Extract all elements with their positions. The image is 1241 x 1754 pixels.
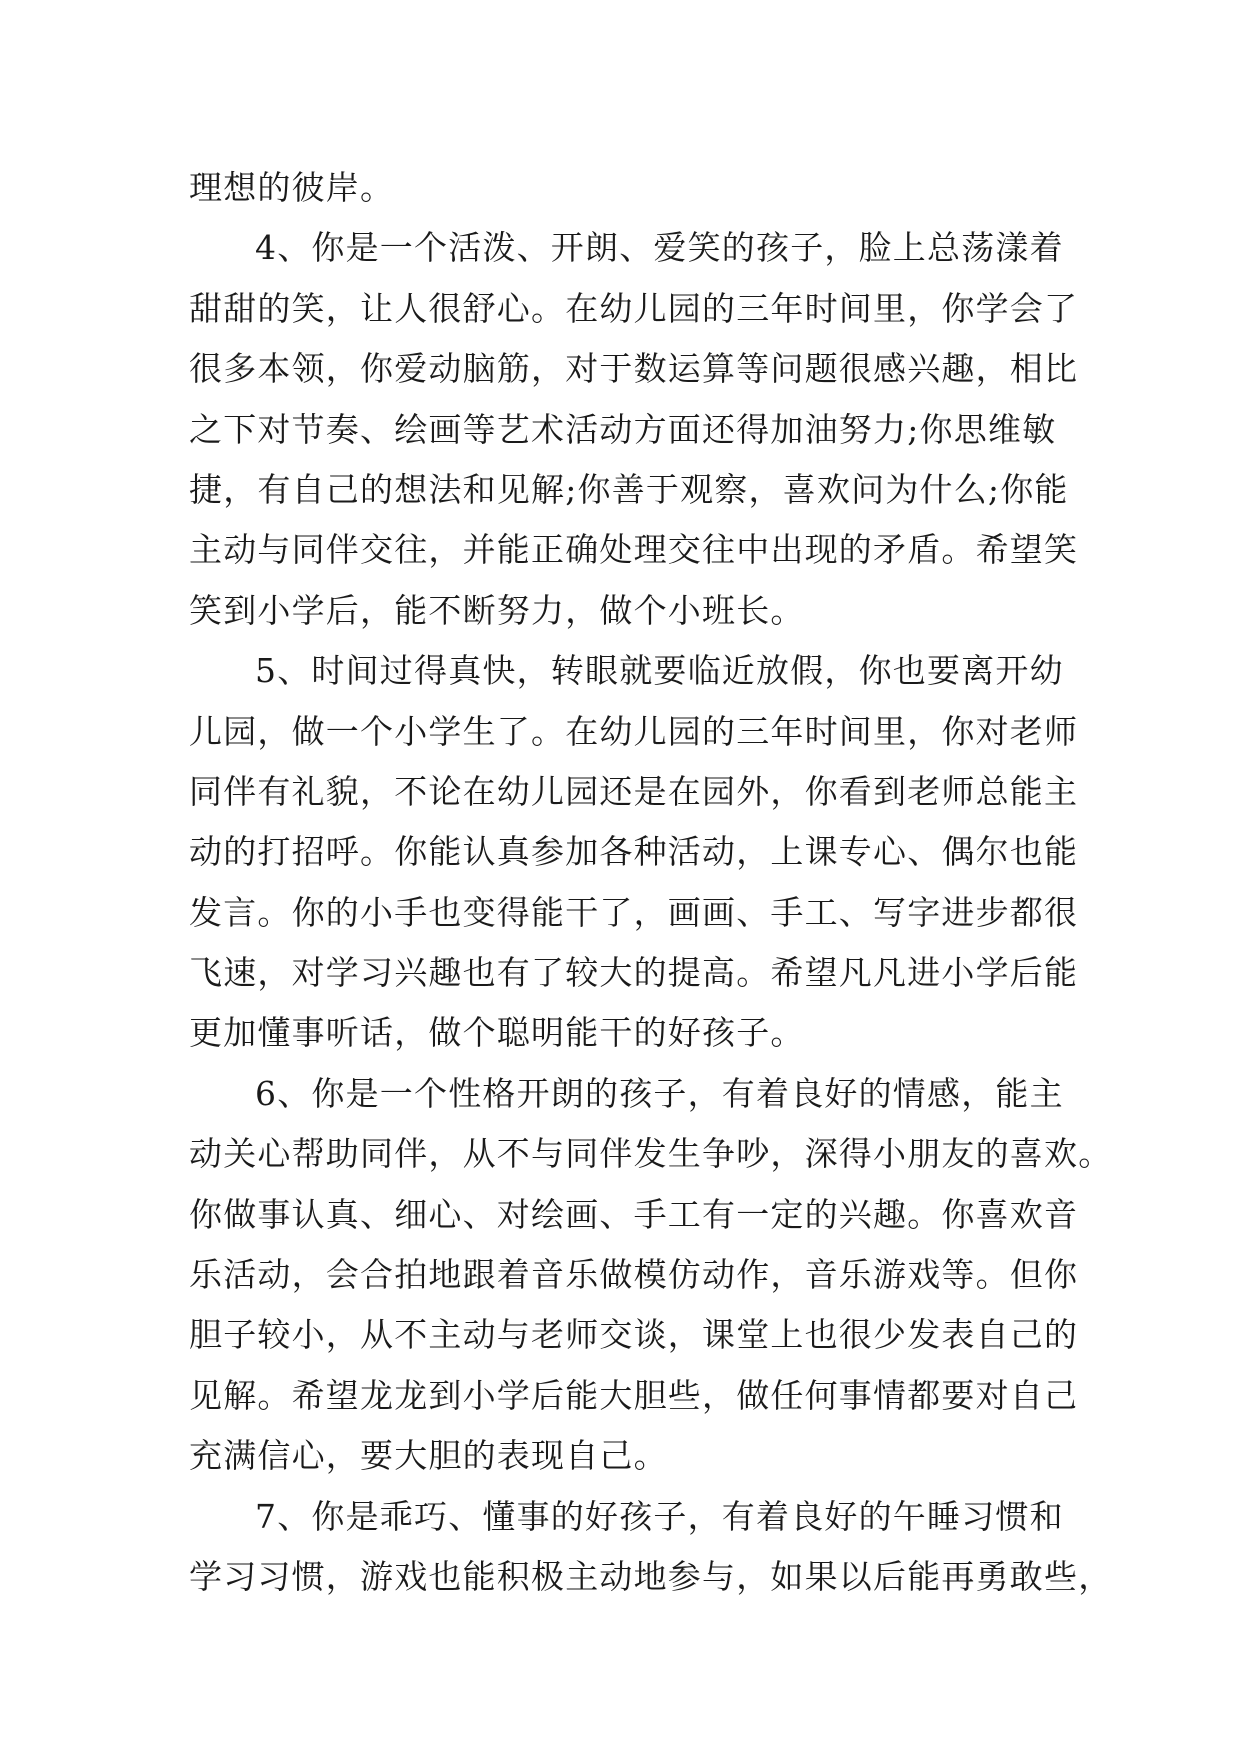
text-line: 很多本领，你爱动脑筋，对于数运算等问题很感兴趣，相比 <box>189 349 1079 389</box>
text-line: 6、你是一个性格开朗的孩子，有着良好的情感，能主 <box>255 1073 1064 1113</box>
text-line: 动的打招呼。你能认真参加各种活动，上课专心、偶尔也能 <box>189 832 1079 872</box>
text-line: 4、你是一个活泼、开朗、爱笑的孩子，脸上总荡漾着 <box>255 228 1064 268</box>
text-line: 之下对节奏、绘画等艺术活动方面还得加油努力;你思维敏 <box>189 409 1057 449</box>
text-line: 同伴有礼貌，不论在幼儿园还是在园外，你看到老师总能主 <box>189 771 1079 811</box>
text-line: 甜甜的笑，让人很舒心。在幼儿园的三年时间里，你学会了 <box>189 288 1079 328</box>
text-line: 乐活动，会合拍地跟着音乐做模仿动作，音乐游戏等。但你 <box>189 1255 1079 1295</box>
document-body <box>189 158 1113 1607</box>
text-line: 胆子较小，从不主动与老师交谈，课堂上也很少发表自己的 <box>189 1315 1079 1355</box>
text-line: 理想的彼岸。 <box>189 168 395 207</box>
text-line: 见解。希望龙龙到小学后能大胆些，做任何事情都要对自己 <box>189 1375 1079 1415</box>
text-line: 主动与同伴交往，并能正确处理交往中出现的矛盾。希望笑 <box>189 530 1079 570</box>
text-line: 充满信心，要大胆的表现自己。 <box>189 1436 668 1476</box>
text-line: 你做事认真、细心、对绘画、手工有一定的兴趣。你喜欢音 <box>189 1194 1079 1234</box>
text-line: 5、时间过得真快，转眼就要临近放假，你也要离开幼 <box>255 651 1064 691</box>
text-line: 笑到小学后，能不断努力，做个小班长。 <box>189 590 805 630</box>
text-line: 学习习惯，游戏也能积极主动地参与，如果以后能再勇敢些， <box>189 1556 1113 1596</box>
text-line: 儿园，做一个小学生了。在幼儿园的三年时间里，你对老师 <box>189 711 1079 751</box>
text-line: 飞速，对学习兴趣也有了较大的提高。希望凡凡进小学后能 <box>189 953 1079 993</box>
text-line: 发言。你的小手也变得能干了，画画、手工、写字进步都很 <box>189 892 1079 932</box>
text-line: 7、你是乖巧、懂事的好孩子，有着良好的午睡习惯和 <box>255 1496 1064 1536</box>
text-line: 动关心帮助同伴，从不与同伴发生争吵，深得小朋友的喜欢。 <box>189 1134 1113 1174</box>
text-line: 捷，有自己的想法和见解;你善于观察，喜欢问为什么;你能 <box>189 469 1069 509</box>
text-line: 更加懂事听话，做个聪明能干的好孩子。 <box>189 1013 805 1053</box>
